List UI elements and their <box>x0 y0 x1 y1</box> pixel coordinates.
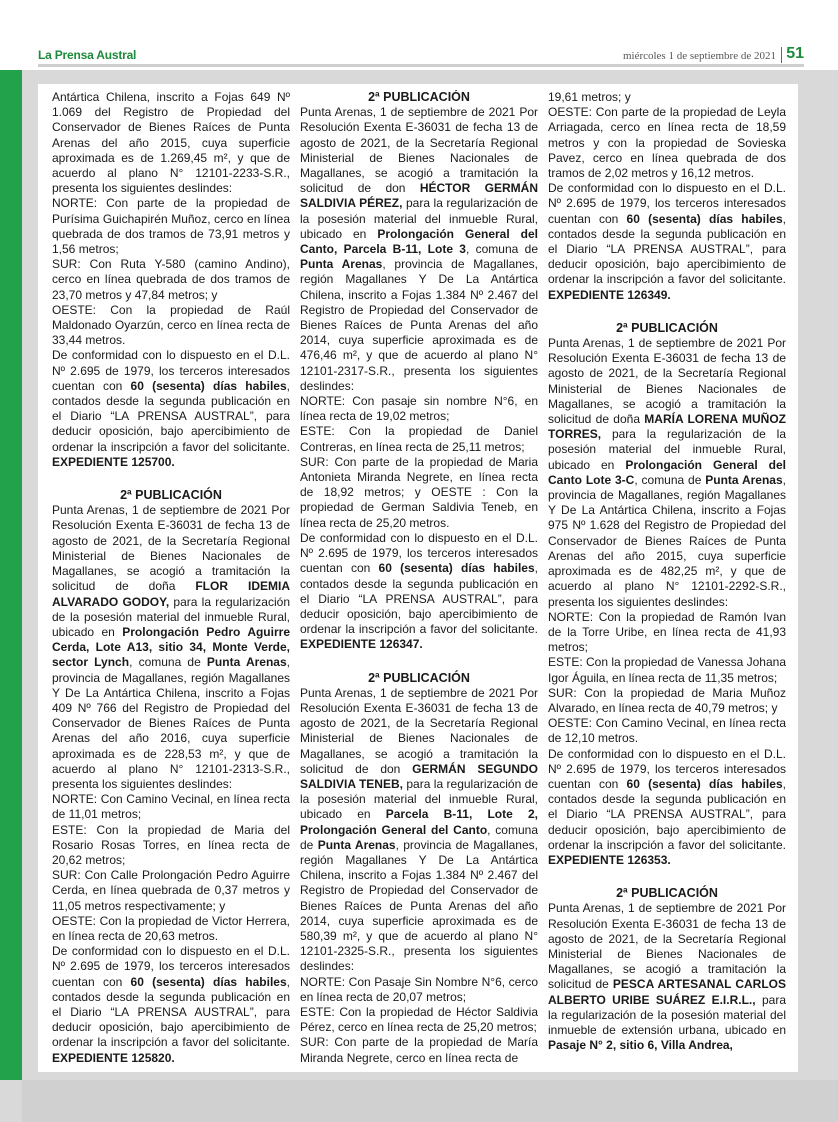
notice-text: , comuna de <box>300 822 538 852</box>
commune-name: Punta Arenas <box>317 837 396 852</box>
boundary-east: ESTE: Con la propiedad de Daniel Contreras, en línea recta de 25,11 metros; <box>300 424 538 454</box>
property-location: Prolongación General del Canto, Parcela B-11, Lote 3 <box>300 226 538 257</box>
boundary-east: ESTE: Con la propiedad de Vanessa Johana Igor Águila, en línea recta de 11,35 metros; <box>548 655 786 685</box>
boundary-south: SUR: Con Calle Prolongación Pedro Aguirre Cerda, en línea quebrada de 0,37 metros y 11,05 metros respectivamente; y <box>52 868 290 913</box>
notice-text: Punta Arenas, 1 de septiembre de 2021 Por Resolución Exenta E-36031 de fecha 13 de agosto de 2021, de la Secretaría Regional Ministerial de Bienes Nacionales de Magallanes, se acogió a tramitación la solicitud de don <box>300 105 538 196</box>
commune-name: Punta Arenas <box>300 257 383 272</box>
notice-heading: 2ª PUBLICACIÓN <box>616 886 718 901</box>
notice-text: , provincia de Magallanes, región Magallanes Y De La Antártica Chilena, inscrito a Fojas 1.384 Nº 2.467 del Registro de Propiedad del Conservador de Bienes Raíces de Punta Arenas del año 2014, cuya superficie aproximada es de 580,39 m², y que de acuerdo al plano N° 12101-2325-S.R., presenta los siguientes deslindes: <box>300 837 538 974</box>
column-2 <box>300 90 538 1066</box>
issue-date: miércoles 1 de septiembre de 2021 <box>622 50 776 62</box>
commune-name: Punta Arenas <box>206 655 287 670</box>
boundary-south: SUR: Con la propiedad de Maria Muñoz Alvarado, en línea recta de 40,79 metros; y <box>548 685 786 715</box>
notice-paragraph <box>300 105 538 394</box>
boundary-continuation: 19,61 metros; y <box>548 90 631 104</box>
legal-clause <box>548 181 786 303</box>
clause-days: 60 (sesenta) días habiles <box>130 378 287 393</box>
expediente-number: EXPEDIENTE 126349. <box>548 287 671 302</box>
clause-text: , contados desde la segunda publicación en el Diario “LA PRENSA AUSTRAL”, para deducir oposición, bajo apercibimiento de ordenar la inscripción a favor del solicitante. <box>52 974 290 1050</box>
clause-days: 60 (sesenta) días habiles <box>626 211 783 226</box>
applicant-name: PESCA ARTESANAL CARLOS ALBERTO URIBE SUÁREZ E.I.R.L., <box>548 977 786 1007</box>
applicant-name: MARÍA LORENA MUÑOZ TORRES, <box>548 412 786 442</box>
notice-heading: 2ª PUBLICACIÓN <box>120 488 222 503</box>
notice-text: , provincia de Magallanes, región Magallanes Y De La Antártica Chilena, inscrito a Fojas 1.384 Nº 2.467 del Registro de Propiedad del Conservador de Bienes Raíces de Punta Arenas del año 2014, cuya superficie aproximada es de 476,46 m², y que de acuerdo al plano N° 12101-2317-S.R., presenta los siguientes deslindes: <box>300 257 538 393</box>
notice-text: para la regularización de la posesión material del inmueble Rural, ubicado en <box>548 427 786 472</box>
notice-text: Punta Arenas, 1 de septiembre de 2021 Por Resolución Exenta E-36031 de fecha 13 de agosto de 2021, de la Secretaría Regional Ministerial de Bienes Nacionales de Magallanes, se acogió a tramitación la solicitud de doña <box>52 503 290 594</box>
clause-days: 60 (sesenta) días habiles <box>378 561 535 576</box>
notice-text: , provincia de Magallanes, región Magallanes Y De La Antártica Chilena, inscrito a Fojas 409 Nº 766 del Registro de Propiedad del Conservador de Bienes Raíces de Punta Arenas del año 2016, cuya superficie aproximada es de 228,53 m², y que de acuerdo al plano N° 12101-2313-S.R., presenta los siguientes deslindes: <box>52 655 290 791</box>
clause-days: 60 (sesenta) días habiles <box>130 974 287 989</box>
bottom-margin <box>22 1080 838 1122</box>
clause-text: De conformidad con lo dispuesto en el D.L. Nº 2.695 de 1979, los terceros interesados cuentan con <box>548 746 786 791</box>
notice-paragraph <box>548 901 786 1053</box>
newspaper-brand: La Prensa Austral <box>38 48 137 62</box>
header-rule <box>38 64 804 67</box>
column-1 <box>52 90 290 1066</box>
boundary-west: OESTE: Con la propiedad de Victor Herrera, en línea recta de 20,63 metros. <box>52 913 290 943</box>
commune-name: Punta Arenas <box>705 472 783 487</box>
header-separator <box>781 47 782 63</box>
expediente-number: EXPEDIENTE 126353. <box>548 852 671 867</box>
notice-text: , provincia de Magallanes, región Magallanes Y De La Antártica Chilena, inscrito a Fojas 975 Nº 1.628 del Registro de Propiedad del Conservador de Bienes Raíces de Punta Arenas del año 2015, cuya superficie aproximada es de 482,25 m², y que de acuerdo al plano N° 12101-2292-S.R., presenta los siguientes deslindes: <box>548 472 786 609</box>
clause-text: De conformidad con lo dispuesto en el D.L. Nº 2.695 de 1979, los terceros interesados cuentan con <box>52 348 290 393</box>
boundary-south: SUR: Con Ruta Y-580 (camino Andino), cerco en línea quebrada de dos tramos de 23,70 metros y 47,84 metros; y <box>52 257 290 302</box>
clause-days: 60 (sesenta) días habiles <box>626 776 783 791</box>
boundary-west: OESTE: Con parte de la propiedad de Leyla Arriagada, cerco en línea recta de 18,59 metros y con la propiedad de Sovieska Pavez, cerco en línea quebrada de dos tramos de 2,02 metros y 16,12 metros. <box>548 105 786 181</box>
page-header <box>0 0 838 70</box>
column-3 <box>548 90 786 1066</box>
boundary-south: SUR: Con parte de la propiedad de María Miranda Negrete, cerco en línea recta de <box>300 1035 538 1065</box>
boundary-north: NORTE: Con parte de la propiedad de Purísima Guichapirén Muñoz, cerco en línea quebrada de dos tramos de 73,91 metros y 1,56 metros; <box>52 196 290 257</box>
clause-text: , contados desde la segunda publicación en el Diario “LA PRENSA AUSTRAL”, para deducir oposición, bajo apercibimiento de ordenar la inscripción a favor del solicitante. <box>548 776 786 852</box>
notice-text: para la regularización de la posesión material del inmueble Rural, ubicado en <box>52 594 290 639</box>
boundary-west: OESTE: Con Camino Vecinal, en línea recta de 12,10 metros. <box>548 716 786 746</box>
notice-paragraph: Antártica Chilena, inscrito a Fojas 649 Nº 1.069 del Registro de Propiedad del Conservador de Bienes Raíces de Punta Arenas del año 2015, cuya superficie aproximada es de 1.269,45 m², y que de acuerdo al plano N° 12101-2233-S.R., presenta los siguientes deslindes: <box>52 90 290 196</box>
boundary-east: ESTE: Con la propiedad de Héctor Saldivia Pérez, cerco en línea recta de 25,20 metros; <box>300 1004 538 1035</box>
expediente-number: EXPEDIENTE 126347. <box>300 637 423 652</box>
applicant-name: FLOR IDEMIA ALVARADO GODOY, <box>52 579 290 609</box>
notice-text: para la regularización de la posesión material del inmueble Rural, ubicado en <box>300 196 538 241</box>
notice-text: para la regularización de la posesión material del inmueble Rural, ubicado en <box>300 776 538 822</box>
notice-paragraph <box>300 686 538 975</box>
legal-clause <box>52 944 290 1066</box>
boundary-north: NORTE: Con pasaje sin nombre N°6, en línea recta de 19,02 metros; <box>300 394 538 424</box>
clause-text: De conformidad con lo dispuesto en el D.L. Nº 2.695 de 1979, los terceros interesados cuentan con <box>548 181 786 226</box>
notice-heading: 2ª PUBLICACIÓN <box>368 90 470 104</box>
notice-text: para la regularización de la posesión material del inmueble de extensión urbana, ubicado en <box>548 992 786 1037</box>
notice-text: , comuna de <box>129 655 207 670</box>
applicant-name: GERMÁN SEGUNDO SALDIVIA TENEB, <box>300 761 538 791</box>
legal-clause <box>300 531 538 653</box>
boundary-west: OESTE: Con la propiedad de Raúl Maldonado Oyarzún, cerco en línea recta de 33,44 metros. <box>52 302 290 348</box>
expediente-number: EXPEDIENTE 125820. <box>52 1050 175 1065</box>
expediente-number: EXPEDIENTE 125700. <box>52 454 175 469</box>
clause-text: , contados desde la segunda publicación en el Diario “LA PRENSA AUSTRAL”, para deducir oposición, bajo apercibimiento de ordenar la inscripción a favor del solicitante. <box>52 378 290 454</box>
notices-content <box>38 84 798 1072</box>
clause-text: , contados desde la segunda publicación en el Diario “LA PRENSA AUSTRAL”, para deducir oposición, bajo apercibimiento de ordenar la inscripción a favor del solicitante. <box>548 211 786 287</box>
notice-heading: 2ª PUBLICACIÓN <box>368 670 470 685</box>
property-location: Pasaje N° 2, sitio 6, Villa Andrea, <box>548 1038 733 1053</box>
notice-paragraph <box>52 503 290 792</box>
notice-text: , comuna de <box>465 242 538 257</box>
green-margin-strip <box>0 70 22 1080</box>
boundary-north: NORTE: Con Camino Vecinal, en línea recta de 11,01 metros; <box>52 792 290 822</box>
notice-text: , comuna de <box>634 472 706 487</box>
notice-paragraph <box>548 336 786 610</box>
notice-text: Punta Arenas, 1 de septiembre de 2021 Por Resolución Exenta E-36031 de fecha 13 de agosto de 2021, de la Secretaría Regional Ministerial de Bienes Nacionales de Magallanes, se acogió a tramitación la solicitud de <box>548 901 786 992</box>
boundary-north: NORTE: Con la propiedad de Ramón Ivan de la Torre Uribe, en línea recta de 41,93 metros; <box>548 609 786 655</box>
boundary-north: NORTE: Con Pasaje Sin Nombre N°6, cerco en línea recta de 20,07 metros; <box>300 974 538 1004</box>
property-location: Prolongación General del Canto Lote 3-C <box>548 457 786 487</box>
property-location: Parcela B-11, Lote 2, Prolongación General del Canto <box>300 807 538 837</box>
property-location: Prolongación Pedro Aguirre Cerda, Lote A13, sitio 34, Monte Verde, sector Lynch <box>52 624 290 670</box>
notice-text: Punta Arenas, 1 de septiembre de 2021 Por Resolución Exenta E-36031 de fecha 13 de agosto de 2021, de la Secretaría Regional Ministerial de Bienes Nacionales de Magallanes, se acogió a tramitación la solicitud de don <box>300 685 538 776</box>
legal-clause <box>52 348 290 470</box>
notice-heading: 2ª PUBLICACIÓN <box>616 320 718 335</box>
notice-text: Punta Arenas, 1 de septiembre de 2021 Por Resolución Exenta E-36031 de fecha 13 de agosto de 2021, de la Secretaría Regional Ministerial de Bienes Nacionales de Magallanes, se acogió a tramitación la solicitud de doña <box>548 336 786 427</box>
clause-text: De conformidad con lo dispuesto en el D.L. Nº 2.695 de 1979, los terceros interesados cuentan con <box>300 530 538 576</box>
boundary-south-west: SUR: Con parte de la propiedad de Maria Antonieta Miranda Negrete, en línea recta de 18,92 metros; y OESTE : Con la propiedad de German Saldivia Teneb, en línea recta de 25,20 metros. <box>300 454 538 530</box>
page-number: 51 <box>786 45 804 62</box>
clause-text: , contados desde la segunda publicación en el Diario “LA PRENSA AUSTRAL”, para deducir oposición, bajo apercibimiento de ordenar la inscripción a favor del solicitante. <box>300 561 538 637</box>
legal-clause <box>548 747 786 869</box>
clause-text: De conformidad con lo dispuesto en el D.L. Nº 2.695 de 1979, los terceros interesados cuentan con <box>52 944 290 989</box>
boundary-east: ESTE: Con la propiedad de Maria del Rosario Rosas Torres, en línea recta de 20,62 metros; <box>52 822 290 867</box>
applicant-name: HÉCTOR GERMÁN SALDIVIA PÉREZ, <box>300 181 538 211</box>
